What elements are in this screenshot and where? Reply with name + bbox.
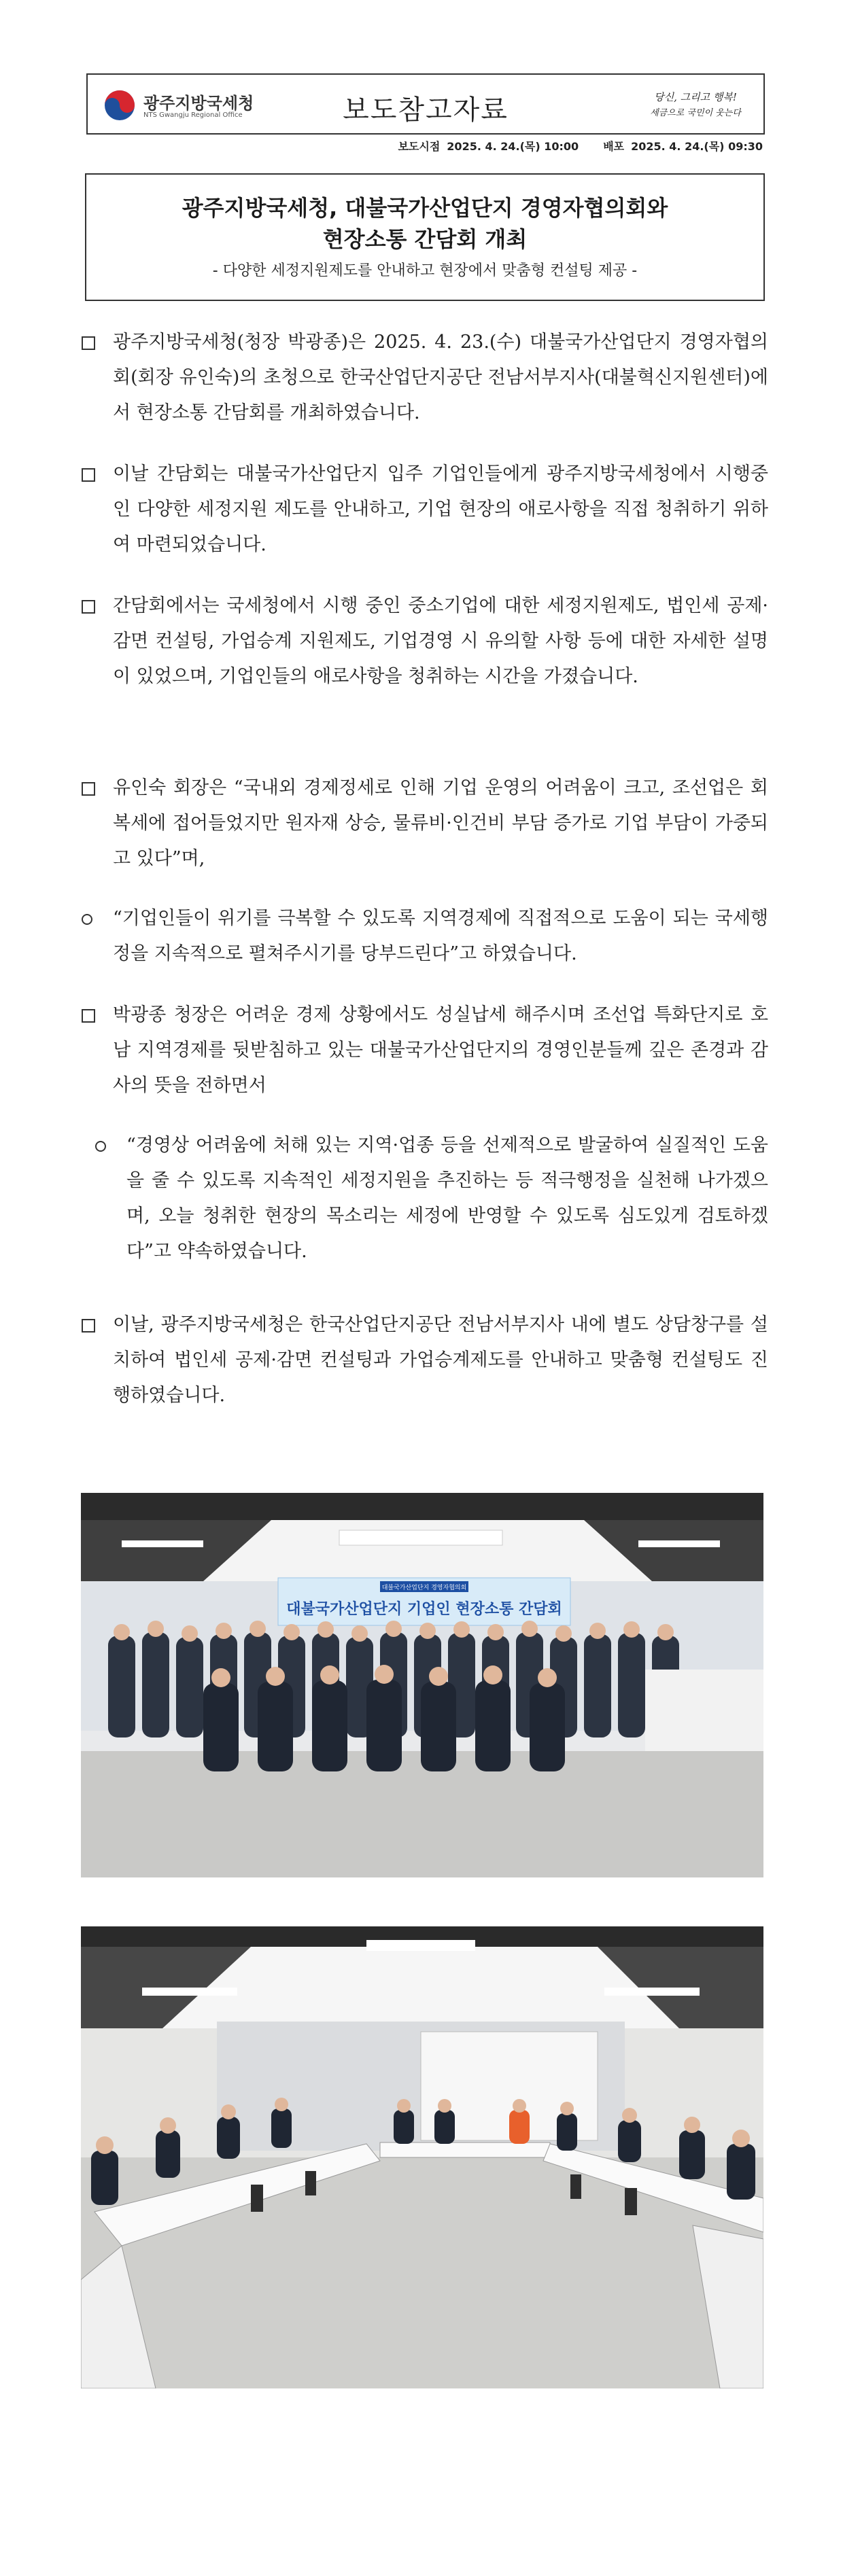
subtitle: - 다양한 세정지원제도를 안내하고 현장에서 맞춤형 컨설팅 제공 - xyxy=(212,262,638,279)
circle-bullet-icon xyxy=(82,914,92,925)
distribute-time: 2025. 4. 24.(목) 09:30 xyxy=(631,140,763,153)
release-info xyxy=(391,138,763,154)
paragraph-text: 박광종 청장은 어려운 경제 상황에서도 성실납세 해주시며 조선업 특화단지로 호남 지역경제를 뒷받침하고 있는 대불국가산업단지의 경영인분들께 깊은 존경과 감사의 뜻을 전하면서 xyxy=(113,1004,768,1096)
square-bullet-icon xyxy=(82,600,95,614)
paragraph-text: 이날 간담회는 대불국가산업단지 입주 기업인들에게 광주지방국세청에서 시행중인 다양한 세정지원 제도를 안내하고, 기업 현장의 애로사항을 직접 청취하기 위하여 마련되었습니다. xyxy=(113,463,768,555)
slogan-line1: 당신, 그리고 행복! xyxy=(654,91,737,103)
title-line2: 현장소통 간담회 개최 xyxy=(322,226,528,252)
square-bullet-icon xyxy=(82,336,95,350)
square-bullet-icon xyxy=(82,468,95,482)
title-line1: 광주지방국세청, 대불국가산업단지 경영자협의회와 xyxy=(182,195,668,221)
paragraph-text: 이날, 광주지방국세청은 한국산업단지공단 전남서부지사 내에 별도 상담창구를 설치하여 법인세 공제·감면 컨설팅과 가업승계제도를 안내하고 맞춤형 컨설팅도 진행하였습니다. xyxy=(113,1314,768,1406)
distribute-label: 배포 xyxy=(603,140,625,153)
slogan-calligraphy xyxy=(648,84,743,125)
agency-name: 광주지방국세청 xyxy=(143,94,254,113)
paragraph-8 xyxy=(82,1307,768,1413)
square-bullet-icon xyxy=(82,1319,95,1333)
paragraph-text: “기업인들이 위기를 극복할 수 있도록 지역경제에 직접적으로 도움이 되는 국세행정을 지속적으로 펼쳐주시기를 당부드린다”고 하였습니다. xyxy=(113,908,768,964)
paragraph-2 xyxy=(82,457,768,563)
paragraph-text: 간담회에서는 국세청에서 시행 중인 중소기업에 대한 세정지원제도, 법인세 공제·감면 컨설팅, 가업승계 지원제도, 기업경영 시 유의할 사항 등에 대한 자세한 설명이 있었으며, 기업인들의 애로사항을 청취하는 시간을 가졌습니다. xyxy=(113,595,768,687)
meeting-photo xyxy=(81,1926,763,2388)
report-label: 보도시점 xyxy=(398,140,441,153)
paragraph-text: 광주지방국세청(청장 박광종)은 2025. 4. 23.(수) 대불국가산업단지 경영자협의회(회장 유인숙)의 초청으로 한국산업단지공단 전남서부지사(대불혁신지원센터)에서 현장소통 간담회를 개최하였습니다. xyxy=(113,332,768,423)
document-header xyxy=(86,73,765,135)
banner-small-text: 대불국가산업단지 경영자협의회 xyxy=(381,1585,467,1591)
square-bullet-icon xyxy=(82,782,95,796)
group-photo xyxy=(81,1493,763,1877)
banner-main-text: 대불국가산업단지 기업인 현장소통 간담회 xyxy=(286,1601,562,1618)
slogan-line2: 세금으로 국민이 웃는다 xyxy=(650,108,741,118)
paragraph-1 xyxy=(82,325,768,431)
paragraph-7 xyxy=(95,1128,768,1269)
circle-bullet-icon xyxy=(95,1141,106,1152)
title-box xyxy=(85,173,765,301)
paragraph-5 xyxy=(82,901,768,972)
paragraph-6 xyxy=(82,998,768,1104)
report-time: 2025. 4. 24.(목) 10:00 xyxy=(447,140,579,153)
agency-name-en: NTS Gwangju Regional Office xyxy=(143,111,243,119)
paragraph-3 xyxy=(82,588,768,694)
document-type: 보도참고자료 xyxy=(343,94,509,126)
paragraph-4 xyxy=(82,771,768,877)
paragraph-text: 유인숙 회장은 “국내외 경제정세로 인해 기업 운영의 어려움이 크고, 조선업은 회복세에 접어들었지만 원자재 상승, 물류비·인건비 부담 증가로 기업 부담이 가중되고 있다”며, xyxy=(113,777,768,869)
paragraph-text: “경영상 어려움에 처해 있는 지역·업종 등을 선제적으로 발굴하여 실질적인 도움을 줄 수 있도록 지속적인 세정지원을 추진하는 등 적극행정을 실천해 나가겠으며, 오늘 청취한 현장의 목소리는 세정에 반영할 수 있도록 심도있게 검토하겠다”고 약속하였습니다. xyxy=(126,1135,768,1262)
square-bullet-icon xyxy=(82,1009,95,1023)
